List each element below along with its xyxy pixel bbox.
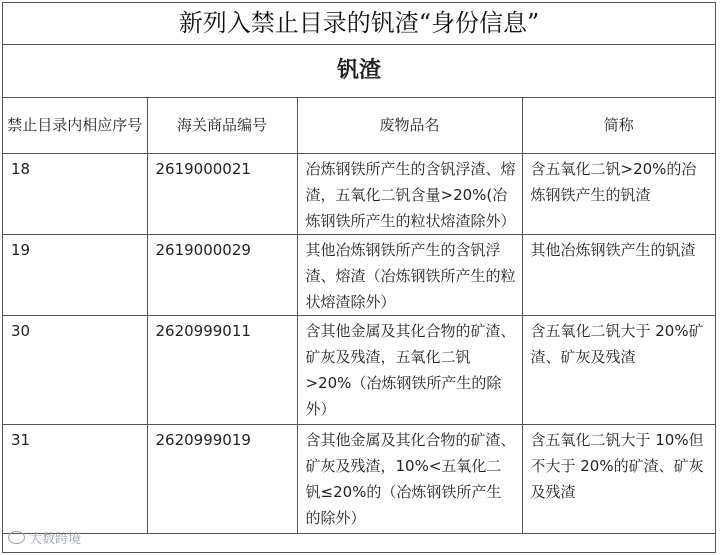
cell-short: 含五氧化二钒>20%的冶炼钢铁产生的钒渣 [522,154,715,235]
header-name: 废物品名 [297,97,522,154]
watermark [8,528,81,547]
waste-table [3,97,715,534]
cell-code: 2620999019 [147,425,297,534]
cell-name: 冶炼钢铁所产生的含钒浮渣、熔渣，五氧化二钒含量>20%(冶炼钢铁所产生的粒状熔渣除外） [297,154,522,235]
cell-code: 2620999011 [147,316,297,425]
watermark-text: 大数跨境 [29,532,82,547]
table-header-row [3,97,715,154]
cell-short: 含五氧化二钒大于 10%但不大于 20%的矿渣、矿灰及残渣 [522,425,715,534]
section-title: 钒渣 [3,44,715,98]
table-row [3,154,715,235]
table-row [3,316,715,425]
cell-name: 含其他金属及其化合物的矿渣、矿灰及残渣，五氧化二钒>20%（冶炼钢铁所产生的除外） [297,316,522,425]
cell-seq: 30 [3,316,147,425]
header-seq: 禁止目录内相应序号 [3,97,147,154]
document-table-sheet [2,2,716,553]
cell-short: 其他冶炼钢铁产生的钒渣 [522,235,715,316]
cell-seq: 18 [3,154,147,235]
cell-name: 含其他金属及其化合物的矿渣、矿灰及残渣，10%<五氧化二钒≤20%的（冶炼钢铁所产生的除外） [297,425,522,534]
chat-bubble-icon [8,531,25,544]
cell-seq: 31 [3,425,147,534]
cell-seq: 19 [3,235,147,316]
table-row [3,425,715,534]
cell-name: 其他冶炼钢铁所产生的含钒浮渣、熔渣（冶炼钢铁所产生的粒状熔渣除外） [297,235,522,316]
cell-code: 2619000029 [147,235,297,316]
header-code: 海关商品编号 [147,97,297,154]
cell-short: 含五氧化二钒大于 20%矿渣、矿灰及残渣 [522,316,715,425]
header-short: 简称 [522,97,715,154]
table-row [3,235,715,316]
page-title: 新列入禁止目录的钒渣“身份信息” [178,9,540,37]
cell-code: 2619000021 [147,154,297,235]
